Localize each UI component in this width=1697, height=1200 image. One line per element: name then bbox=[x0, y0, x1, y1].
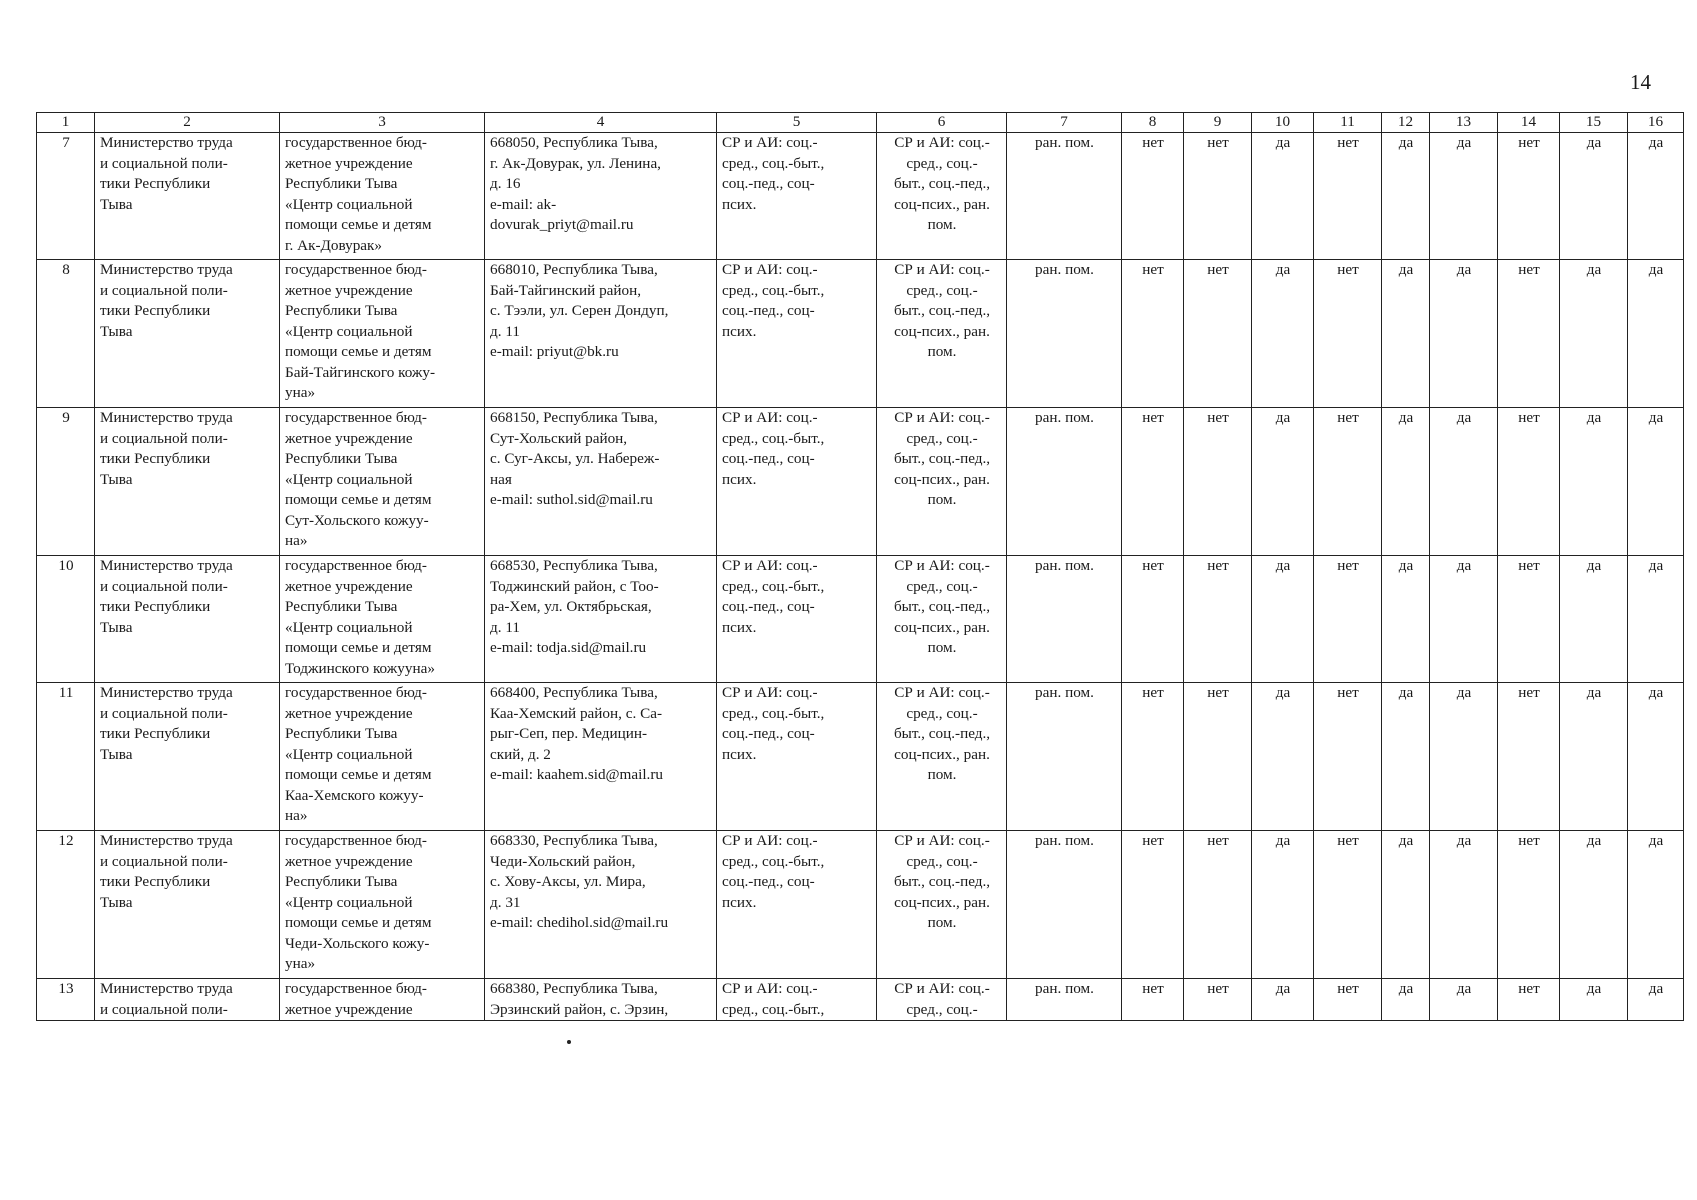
services-cell: СР и АИ: соц.- сред., соц.-быт., соц.-пед., соц- псих. bbox=[717, 683, 877, 831]
institution-cell: государственное бюд- жетное учреждение Республики Тыва «Центр социальной помощи семье и детям Сут-Хольского кожуу- на» bbox=[280, 408, 485, 556]
col10-cell: да bbox=[1252, 133, 1314, 260]
row-number: 9 bbox=[37, 408, 95, 556]
col13-cell: да bbox=[1430, 556, 1498, 683]
col13-cell: да bbox=[1430, 683, 1498, 831]
col8-cell: нет bbox=[1122, 979, 1184, 1021]
col16-cell: да bbox=[1628, 133, 1684, 260]
col15-cell: да bbox=[1560, 260, 1628, 408]
ministry-cell: Министерство труда и социальной поли- bbox=[95, 979, 280, 1021]
table-row bbox=[37, 133, 1684, 260]
col7-cell: ран. пом. bbox=[1007, 133, 1122, 260]
col9-cell: нет bbox=[1184, 408, 1252, 556]
institution-cell: государственное бюд- жетное учреждение Республики Тыва «Центр социальной помощи семье и детям г. Ак-Довурак» bbox=[280, 133, 485, 260]
col14-cell: нет bbox=[1498, 133, 1560, 260]
column-header: 11 bbox=[1314, 113, 1382, 133]
services-cell: СР и АИ: соц.- сред., соц.-быт., bbox=[717, 979, 877, 1021]
col15-cell: да bbox=[1560, 979, 1628, 1021]
table-row bbox=[37, 408, 1684, 556]
institution-cell: государственное бюд- жетное учреждение Республики Тыва «Центр социальной помощи семье и детям Чеди-Хольского кожу- уна» bbox=[280, 831, 485, 979]
col15-cell: да bbox=[1560, 556, 1628, 683]
col12-cell: да bbox=[1382, 556, 1430, 683]
col16-cell: да bbox=[1628, 408, 1684, 556]
ministry-cell: Министерство труда и социальной поли- тики Республики Тыва bbox=[95, 831, 280, 979]
column-header: 10 bbox=[1252, 113, 1314, 133]
row-number: 8 bbox=[37, 260, 95, 408]
col14-cell: нет bbox=[1498, 408, 1560, 556]
col16-cell: да bbox=[1628, 260, 1684, 408]
col9-cell: нет bbox=[1184, 260, 1252, 408]
col12-cell: да bbox=[1382, 979, 1430, 1021]
col14-cell: нет bbox=[1498, 556, 1560, 683]
ministry-cell: Министерство труда и социальной поли- тики Республики Тыва bbox=[95, 683, 280, 831]
column-header: 14 bbox=[1498, 113, 1560, 133]
services-extended-cell: СР и АИ: соц.- сред., соц.- быт., соц.-пед., соц-псих., ран. пом. bbox=[877, 133, 1007, 260]
col13-cell: да bbox=[1430, 133, 1498, 260]
col13-cell: да bbox=[1430, 260, 1498, 408]
col8-cell: нет bbox=[1122, 556, 1184, 683]
col16-cell: да bbox=[1628, 831, 1684, 979]
scan-speck bbox=[567, 1040, 571, 1044]
address-cell: 668530, Республика Тыва, Тоджинский район, с Тоо- ра-Хем, ул. Октябрьская, д. 11 e-mail: todja.sid@mail.ru bbox=[485, 556, 717, 683]
col15-cell: да bbox=[1560, 133, 1628, 260]
table-row bbox=[37, 831, 1684, 979]
col10-cell: да bbox=[1252, 979, 1314, 1021]
col14-cell: нет bbox=[1498, 683, 1560, 831]
institution-cell: государственное бюд- жетное учреждение bbox=[280, 979, 485, 1021]
table-row bbox=[37, 979, 1684, 1021]
col16-cell: да bbox=[1628, 683, 1684, 831]
column-header: 6 bbox=[877, 113, 1007, 133]
column-header: 13 bbox=[1430, 113, 1498, 133]
services-cell: СР и АИ: соц.- сред., соц.-быт., соц.-пед., соц- псих. bbox=[717, 260, 877, 408]
services-cell: СР и АИ: соц.- сред., соц.-быт., соц.-пед., соц- псих. bbox=[717, 556, 877, 683]
col11-cell: нет bbox=[1314, 133, 1382, 260]
col11-cell: нет bbox=[1314, 979, 1382, 1021]
services-extended-cell: СР и АИ: соц.- сред., соц.- быт., соц.-пед., соц-псих., ран. пом. bbox=[877, 260, 1007, 408]
column-header: 8 bbox=[1122, 113, 1184, 133]
services-extended-cell: СР и АИ: соц.- сред., соц.- bbox=[877, 979, 1007, 1021]
column-header: 9 bbox=[1184, 113, 1252, 133]
col7-cell: ран. пом. bbox=[1007, 831, 1122, 979]
institution-cell: государственное бюд- жетное учреждение Республики Тыва «Центр социальной помощи семье и детям Бай-Тайгинского кожу- уна» bbox=[280, 260, 485, 408]
col12-cell: да bbox=[1382, 831, 1430, 979]
row-number: 7 bbox=[37, 133, 95, 260]
column-header: 16 bbox=[1628, 113, 1684, 133]
address-cell: 668010, Республика Тыва, Бай-Тайгинский район, с. Тээли, ул. Серен Дондуп, д. 11 e-mail: priyut@bk.ru bbox=[485, 260, 717, 408]
col7-cell: ран. пом. bbox=[1007, 556, 1122, 683]
col8-cell: нет bbox=[1122, 831, 1184, 979]
services-extended-cell: СР и АИ: соц.- сред., соц.- быт., соц.-пед., соц-псих., ран. пом. bbox=[877, 831, 1007, 979]
col14-cell: нет bbox=[1498, 260, 1560, 408]
column-header: 7 bbox=[1007, 113, 1122, 133]
address-cell: 668400, Республика Тыва, Каа-Хемский район, с. Са- рыг-Сеп, пер. Медицин- ский, д. 2 e-mail: kaahem.sid@mail.ru bbox=[485, 683, 717, 831]
col13-cell: да bbox=[1430, 831, 1498, 979]
col9-cell: нет bbox=[1184, 979, 1252, 1021]
institution-cell: государственное бюд- жетное учреждение Республики Тыва «Центр социальной помощи семье и детям Тоджинского кожууна» bbox=[280, 556, 485, 683]
address-cell: 668380, Республика Тыва, Эрзинский район, с. Эрзин, bbox=[485, 979, 717, 1021]
col7-cell: ран. пом. bbox=[1007, 260, 1122, 408]
column-header: 15 bbox=[1560, 113, 1628, 133]
col11-cell: нет bbox=[1314, 556, 1382, 683]
col13-cell: да bbox=[1430, 979, 1498, 1021]
address-cell: 668150, Республика Тыва, Сут-Хольский район, с. Суг-Аксы, ул. Набереж- ная e-mail: suthol.sid@mail.ru bbox=[485, 408, 717, 556]
col15-cell: да bbox=[1560, 831, 1628, 979]
services-extended-cell: СР и АИ: соц.- сред., соц.- быт., соц.-пед., соц-псих., ран. пом. bbox=[877, 408, 1007, 556]
page-number: 14 bbox=[1630, 70, 1651, 94]
institution-cell: государственное бюд- жетное учреждение Республики Тыва «Центр социальной помощи семье и детям Каа-Хемского кожуу- на» bbox=[280, 683, 485, 831]
col12-cell: да bbox=[1382, 133, 1430, 260]
services-extended-cell: СР и АИ: соц.- сред., соц.- быт., соц.-пед., соц-псих., ран. пом. bbox=[877, 683, 1007, 831]
column-header: 3 bbox=[280, 113, 485, 133]
table-row bbox=[37, 260, 1684, 408]
row-number: 13 bbox=[37, 979, 95, 1021]
table-row bbox=[37, 556, 1684, 683]
col14-cell: нет bbox=[1498, 831, 1560, 979]
services-cell: СР и АИ: соц.- сред., соц.-быт., соц.-пед., соц- псих. bbox=[717, 133, 877, 260]
col16-cell: да bbox=[1628, 979, 1684, 1021]
col16-cell: да bbox=[1628, 556, 1684, 683]
col7-cell: ран. пом. bbox=[1007, 408, 1122, 556]
column-header: 1 bbox=[37, 113, 95, 133]
services-cell: СР и АИ: соц.- сред., соц.-быт., соц.-пед., соц- псих. bbox=[717, 831, 877, 979]
col15-cell: да bbox=[1560, 683, 1628, 831]
ministry-cell: Министерство труда и социальной поли- тики Республики Тыва bbox=[95, 408, 280, 556]
col7-cell: ран. пом. bbox=[1007, 979, 1122, 1021]
ministry-cell: Министерство труда и социальной поли- тики Республики Тыва bbox=[95, 260, 280, 408]
services-extended-cell: СР и АИ: соц.- сред., соц.- быт., соц.-пед., соц-псих., ран. пом. bbox=[877, 556, 1007, 683]
address-cell: 668050, Республика Тыва, г. Ак-Довурак, ул. Ленина, д. 16 e-mail: ak- dovurak_priyt@mail.ru bbox=[485, 133, 717, 260]
col9-cell: нет bbox=[1184, 683, 1252, 831]
column-header-row bbox=[37, 113, 1684, 133]
col11-cell: нет bbox=[1314, 831, 1382, 979]
column-header: 2 bbox=[95, 113, 280, 133]
col10-cell: да bbox=[1252, 683, 1314, 831]
col12-cell: да bbox=[1382, 260, 1430, 408]
col8-cell: нет bbox=[1122, 408, 1184, 556]
col14-cell: нет bbox=[1498, 979, 1560, 1021]
column-header: 12 bbox=[1382, 113, 1430, 133]
column-header: 4 bbox=[485, 113, 717, 133]
row-number: 10 bbox=[37, 556, 95, 683]
institutions-table bbox=[36, 112, 1684, 1021]
row-number: 12 bbox=[37, 831, 95, 979]
row-number: 11 bbox=[37, 683, 95, 831]
col12-cell: да bbox=[1382, 683, 1430, 831]
col10-cell: да bbox=[1252, 408, 1314, 556]
col9-cell: нет bbox=[1184, 556, 1252, 683]
ministry-cell: Министерство труда и социальной поли- тики Республики Тыва bbox=[95, 556, 280, 683]
ministry-cell: Министерство труда и социальной поли- тики Республики Тыва bbox=[95, 133, 280, 260]
column-header: 5 bbox=[717, 113, 877, 133]
col8-cell: нет bbox=[1122, 133, 1184, 260]
col10-cell: да bbox=[1252, 831, 1314, 979]
address-cell: 668330, Республика Тыва, Чеди-Хольский район, с. Хову-Аксы, ул. Мира, д. 31 e-mail: chedihol.sid@mail.ru bbox=[485, 831, 717, 979]
col10-cell: да bbox=[1252, 260, 1314, 408]
col11-cell: нет bbox=[1314, 683, 1382, 831]
col11-cell: нет bbox=[1314, 408, 1382, 556]
col11-cell: нет bbox=[1314, 260, 1382, 408]
col13-cell: да bbox=[1430, 408, 1498, 556]
col12-cell: да bbox=[1382, 408, 1430, 556]
col9-cell: нет bbox=[1184, 831, 1252, 979]
col9-cell: нет bbox=[1184, 133, 1252, 260]
col7-cell: ран. пом. bbox=[1007, 683, 1122, 831]
col8-cell: нет bbox=[1122, 260, 1184, 408]
col8-cell: нет bbox=[1122, 683, 1184, 831]
table-row bbox=[37, 683, 1684, 831]
col15-cell: да bbox=[1560, 408, 1628, 556]
col10-cell: да bbox=[1252, 556, 1314, 683]
services-cell: СР и АИ: соц.- сред., соц.-быт., соц.-пед., соц- псих. bbox=[717, 408, 877, 556]
